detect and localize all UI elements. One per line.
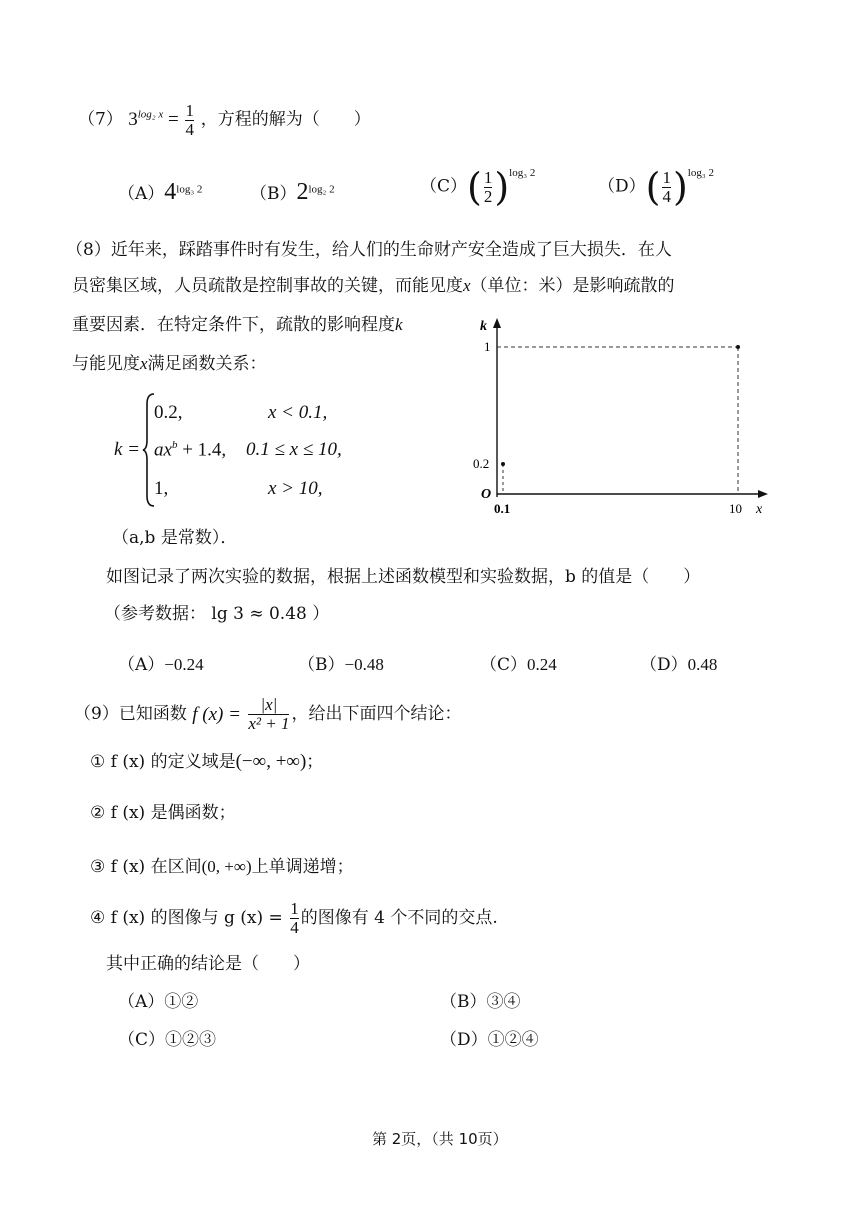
q9-option-a: （A）①②	[118, 992, 199, 1012]
data-point-1	[501, 462, 505, 466]
q8-graph	[470, 312, 780, 522]
y-axis-label: k	[480, 319, 487, 334]
q8-piecewise-lhs: k =	[114, 439, 141, 460]
q9-fraction: $\frac{|x|}{\text{x² + 1}}$	[248, 695, 290, 733]
tick-x-0-1: 0.1	[494, 501, 511, 516]
q8-piece-1-value: 0.2,	[154, 402, 183, 423]
q8-piece-2-condition: 0.1 ≤ x ≤ 10,	[246, 439, 342, 460]
q7-option-a: $(A)4^{log_3 2}$	[118, 179, 203, 205]
q9-option-d: （D）①②④	[440, 1030, 539, 1050]
y-axis-arrow	[493, 318, 501, 328]
q9-conclusion-3: ③ f (x) 在区间(0, +∞)上单调递增；	[90, 857, 354, 877]
q8-line-3: 重要因素．在特定条件下，疏散的影响程度k	[72, 315, 403, 335]
q8-line-1: （8）近年来，踩踏事件时有发生，给人们的生命财产安全造成了巨大损失．在人	[66, 240, 672, 260]
page-number: 第 2页，（共 10页）	[372, 1130, 508, 1148]
data-point-2	[736, 345, 740, 349]
q7-stem	[78, 102, 371, 139]
q9-option-b: （B）③④	[440, 992, 521, 1012]
q7-option-c: （C）( $\frac{1}{2}$ )$^{log_3 2}$	[420, 165, 536, 209]
q9-conclusion-2: ② f (x) 是偶函数；	[90, 803, 236, 823]
x-axis-arrow	[758, 490, 768, 498]
q8-question: 如图记录了两次实验的数据，根据上述函数模型和实验数据，b 的值是（ ）	[106, 567, 701, 587]
q8-line-4: 与能见度x满足函数关系：	[72, 354, 267, 374]
q8-line-2: 员密集区域，人员疏散是控制事故的关键，而能见度x（单位：米）是影响疏散的	[72, 276, 675, 296]
q9-question: 其中正确的结论是（ ）	[106, 954, 310, 974]
tick-y-1: 1	[484, 339, 491, 354]
q8-piece-3-condition: x > 10,	[268, 478, 323, 499]
q8-piece-2-value: $ax^b + 1.4$,	[154, 439, 227, 461]
q8-reference: （参考数据： lg 3 ≈ 0.48 ）	[104, 604, 330, 624]
q8-option-a: （A）−0.24	[118, 655, 204, 675]
origin-label: O	[481, 487, 492, 502]
q7-tail: ，方程的解为（ ）	[200, 109, 371, 130]
q8-option-d: （D）0.48	[640, 655, 718, 675]
q7-number: （7）	[78, 109, 123, 130]
q9-conclusion-4: ④ f (x) 的图像与 g (x) = $\frac{1}{4}$ 的图像有 4 个不同的交点.	[90, 899, 498, 937]
q9-stem: （9）已知函数 f (x) = $\frac{|x|}{\text{x² + 1}}$ ，给出下面四个结论：	[74, 695, 462, 733]
tick-y-0-2: 0.2	[473, 456, 490, 471]
q8-piece-3-value: 1,	[154, 478, 169, 499]
q8-constants: （a,b 是常数）．	[112, 528, 238, 548]
q9-conclusion-1: ① f (x) 的定义域是(−∞, +∞)；	[90, 751, 324, 772]
q7-option-b: $(B)2^{log_2 2}$	[250, 179, 335, 205]
q8-option-b: （B）−0.48	[298, 655, 384, 675]
q7-option-d: （D）( $\frac{1}{4}$ )$^{log_3 2}$	[598, 165, 714, 209]
q9-option-c: （C）①②③	[118, 1030, 217, 1050]
q7-equation: $3^{log_2 x}$ = $\frac{1}{4}$	[128, 101, 194, 139]
q8-piece-1-condition: x < 0.1,	[268, 402, 328, 423]
q8-option-c: （C）0.24	[480, 655, 557, 675]
tick-x-10: 10	[729, 501, 742, 516]
x-axis-label: x	[756, 502, 763, 517]
q7-fraction: $\frac{1}{4}$	[185, 101, 194, 139]
